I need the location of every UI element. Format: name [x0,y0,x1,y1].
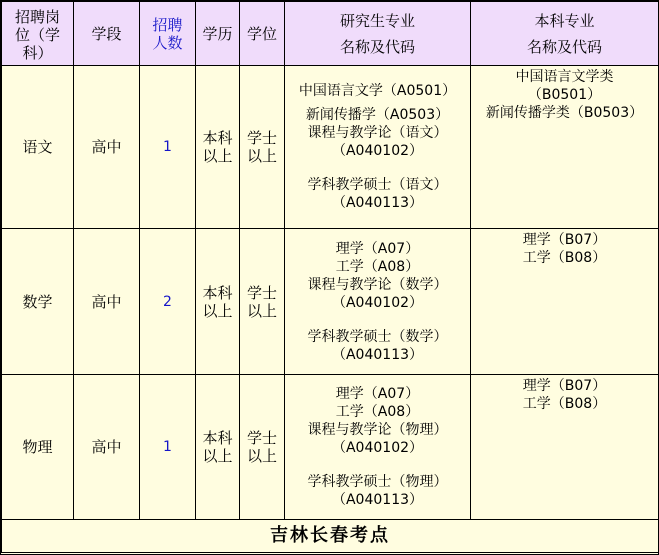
cell-undergrad-major [471,375,659,520]
grad-major-line: 中国语言文学（A0501） [298,83,457,99]
header-row [2,2,659,66]
education-line2: 以上 [202,301,233,320]
cell-count: 1 [140,66,196,229]
grad-major-line: （A040113） [331,492,424,508]
degree-line1: 学士 [246,429,277,447]
cell-stage: 高中 [74,375,140,520]
cell-undergrad-major [471,229,659,375]
cell-graduate-major [285,66,471,229]
grad-major-line: 课程与教学论（数学） [307,276,448,293]
grad-major-line: 理学（A07） [335,240,420,257]
header-undergrad-major [471,2,659,66]
grad-major-line: 学科教学硕士（数学） [307,328,448,345]
grad-major-line: 课程与教学论（物理） [307,422,448,438]
table-row-physics [2,375,659,520]
degree-line2: 以上 [246,301,277,320]
grad-major-line: （A040102） [331,440,424,456]
grad-major-line: 理学（A07） [335,386,420,402]
education-line1: 本科 [202,283,233,302]
ug-major-line: 新闻传播学类（B0503） [485,105,644,121]
degree-line1: 学士 [246,283,277,302]
degree-line2: 以上 [246,147,277,165]
cell-degree [240,66,285,229]
grad-major-line: 工学（A08） [335,258,420,275]
cell-stage: 高中 [74,229,140,375]
footer-row [2,520,659,553]
cell-subject: 语文 [2,66,74,229]
ug-major-line: 工学（B08） [522,250,607,266]
education-line1: 本科 [202,429,233,447]
header-position [2,2,74,66]
degree-line1: 学士 [246,129,277,147]
grad-major-line: 新闻传播学（A0503） [305,107,450,123]
cell-subject: 物理 [2,375,74,520]
table-row-chinese [2,66,659,229]
header-undergrad-line1: 本科专业 [534,11,595,30]
ug-major-line: 理学（B07） [522,232,607,248]
cell-count: 1 [140,375,196,520]
cell-count: 2 [140,229,196,375]
header-position-line2: 位（学 [14,25,60,44]
table-row-math [2,229,659,375]
cell-stage: 高中 [74,66,140,229]
grad-major-line: （A040102） [331,294,424,311]
degree-line2: 以上 [246,447,277,465]
header-position-line3: 科） [22,43,53,62]
cell-degree [240,375,285,520]
education-line2: 以上 [202,147,233,165]
recruitment-table [1,1,659,553]
education-line1: 本科 [202,129,233,147]
header-graduate-major [285,2,471,66]
header-count-line2: 人数 [152,33,183,52]
header-count [140,2,196,66]
ug-major-line: 工学（B08） [522,396,607,412]
header-count-line1: 招聘 [152,15,183,34]
grad-major-line: 学科教学硕士（物理） [307,474,448,490]
education-line2: 以上 [202,447,233,465]
header-graduate-line2: 名称及代码 [339,37,415,56]
exam-site-label: 吉林长春考点 [2,520,659,553]
grad-major-line: 工学（A08） [335,404,420,420]
ug-major-line: 理学（B07） [522,378,607,394]
header-stage: 学段 [74,2,140,66]
header-position-line1: 招聘岗 [14,7,60,26]
grad-major-line: （A040102） [331,143,424,159]
ug-major-line: （B0501） [527,87,602,103]
header-degree: 学位 [240,2,285,66]
header-education: 学历 [196,2,240,66]
grad-major-line: （A040113） [331,346,424,363]
header-undergrad-line2: 名称及代码 [526,37,602,56]
grad-major-line: 课程与教学论（语文） [307,125,448,141]
cell-graduate-major [285,375,471,520]
cell-degree [240,229,285,375]
cell-education [196,375,240,520]
cell-graduate-major [285,229,471,375]
grad-major-line: 学科教学硕士（语文） [307,177,448,193]
cell-education [196,66,240,229]
cell-education [196,229,240,375]
cell-subject: 数学 [2,229,74,375]
cell-undergrad-major [471,66,659,229]
header-graduate-line1: 研究生专业 [339,11,415,30]
grad-major-line: （A040113） [331,195,424,211]
ug-major-line: 中国语言文学类 [515,69,614,85]
